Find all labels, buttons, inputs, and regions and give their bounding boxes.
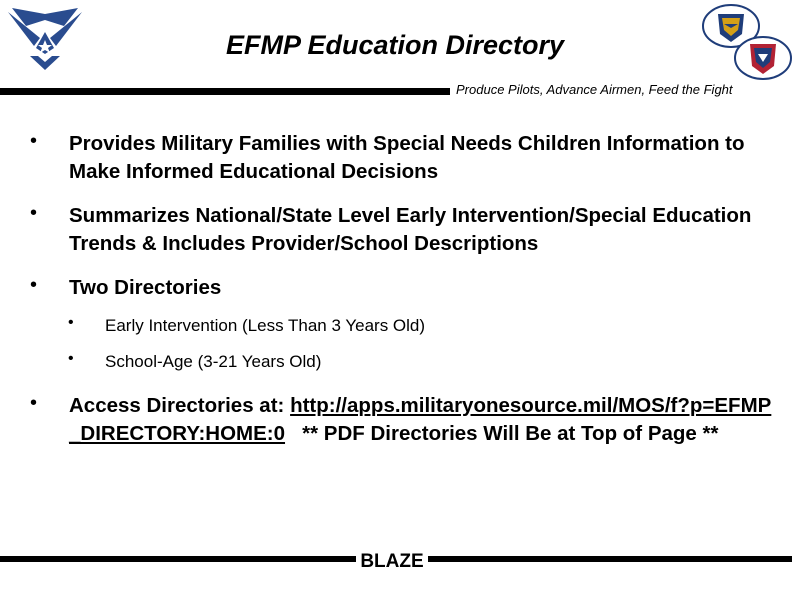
pdf-note: ** PDF Directories Will Be at Top of Page ** xyxy=(302,422,719,445)
footer-label: BLAZE xyxy=(356,548,428,576)
bullet-icon: • xyxy=(30,130,38,152)
list-item xyxy=(0,274,792,302)
bullet-text: Provides Military Families with Special Needs Children Information to Make Informed Educational Decisions xyxy=(69,132,745,183)
bullet-icon: • xyxy=(30,274,38,296)
bullet-text: Two Directories xyxy=(69,276,222,299)
bullet-text: Summarizes National/State Level Early Intervention/Special Education Trends & Includes Provider/School Descriptions xyxy=(69,204,752,255)
bullet-icon: • xyxy=(30,392,38,414)
list-item xyxy=(0,392,792,448)
bullet-icon: • xyxy=(68,314,74,331)
bullet-list xyxy=(0,130,792,448)
wing-emblem-icon xyxy=(734,36,792,80)
sub-bullet-text: Early Intervention (Less Than 3 Years Old) xyxy=(105,316,426,335)
directory-link[interactable]: http://apps.militaryonesource.mil/MOS/f?p=EFMP_DIRECTORY:HOME:0 xyxy=(69,394,772,445)
header-rule xyxy=(0,88,450,95)
list-item xyxy=(0,202,792,258)
list-item xyxy=(0,130,792,186)
sub-list-item xyxy=(0,350,792,374)
air-force-symbol-icon xyxy=(6,4,84,76)
tagline: Produce Pilots, Advance Airmen, Feed the Fight xyxy=(456,82,733,97)
sub-list-item xyxy=(0,314,792,338)
access-text xyxy=(69,392,779,448)
bullet-icon: • xyxy=(68,350,74,367)
page-title: EFMP Education Directory xyxy=(225,30,565,60)
bullet-icon: • xyxy=(30,202,38,224)
sub-bullet-text: School-Age (3-21 Years Old) xyxy=(105,352,322,371)
access-label: Access Directories at: xyxy=(69,394,285,417)
